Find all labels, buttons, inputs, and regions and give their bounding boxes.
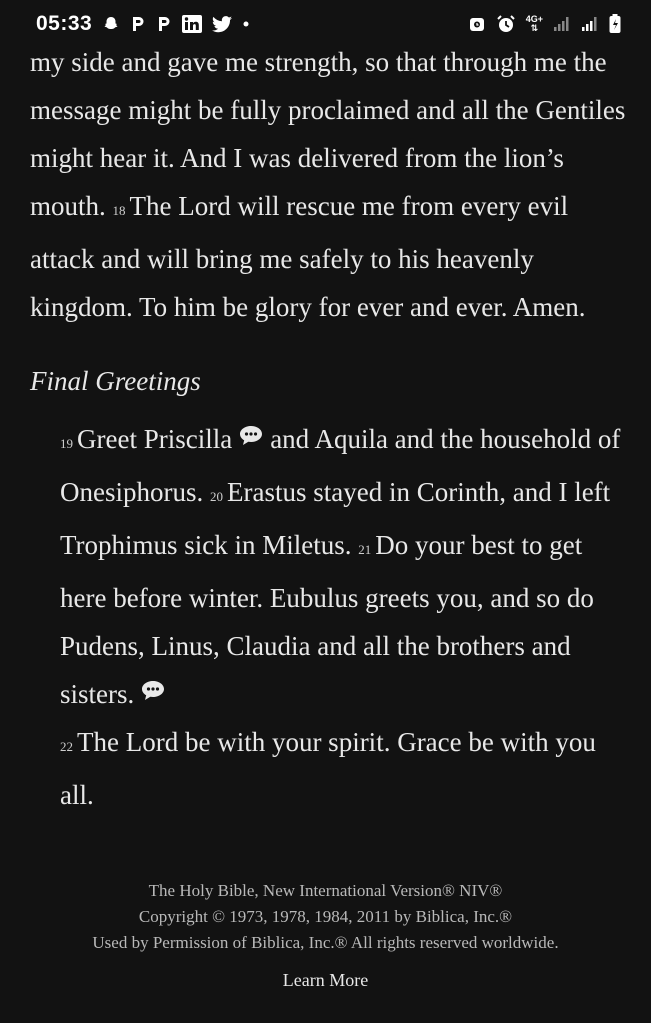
paragraph xyxy=(30,415,630,718)
snapchat-icon xyxy=(102,15,120,33)
verse-text[interactable]: The Lord will rescue me from every evil attack and will bring me safely to his heavenly kingdom. To him be glory for ever and ever. Amen. xyxy=(30,191,586,322)
battery-icon xyxy=(609,14,621,34)
status-time: 05:33 xyxy=(36,12,93,35)
network-type-label: 4G+ xyxy=(525,14,543,24)
4g-icon: 4G+ ⇅ xyxy=(525,14,543,33)
status-left xyxy=(36,12,250,36)
verse-text[interactable]: and Aquila and the household of Onesiphorus. xyxy=(60,424,621,507)
pinterest-icon xyxy=(156,15,172,33)
verse-number: 21 xyxy=(358,542,372,557)
verse-number: 20 xyxy=(210,489,223,504)
verse-number: 19 xyxy=(60,436,73,451)
section-heading: Final Greetings xyxy=(30,366,201,396)
footnote-icon[interactable] xyxy=(238,415,264,463)
paragraph xyxy=(30,718,630,819)
signal-icon xyxy=(581,16,599,32)
alarm-icon xyxy=(468,15,486,33)
verse-text[interactable]: my side and gave me strength, so that through me the message might be fully proclaimed and all the Gentiles might hear it. And I was delivered from the lion’s mouth. xyxy=(30,47,626,221)
learn-more-link[interactable]: Learn More xyxy=(282,970,369,990)
clock-icon xyxy=(496,15,516,33)
verse-text[interactable]: The Lord be with your spirit. Grace be with you all. xyxy=(60,727,596,810)
copyright-line: Copyright © 1973, 1978, 1984, 2011 by Biblica, Inc.® xyxy=(138,907,513,926)
copyright-line: Used by Permission of Biblica, Inc.® All rights reserved worldwide. xyxy=(92,933,559,952)
twitter-icon xyxy=(212,16,232,33)
verse-text[interactable]: Do your best to get here before winter. Eubulus greets you, and so do Pudens, Linus, Claudia and all the brothers and sisters. xyxy=(60,530,594,709)
status-right xyxy=(468,14,621,34)
verse-text[interactable]: Erastus stayed in Corinth, and I left Trophimus sick in Miletus. xyxy=(60,477,611,560)
verse-text[interactable]: Greet Priscilla xyxy=(77,424,233,454)
signal-icon xyxy=(553,16,571,32)
verse-number: 22 xyxy=(60,739,73,754)
copyright-line: The Holy Bible, New International Version® NIV® xyxy=(148,881,503,900)
dot-icon xyxy=(242,20,250,28)
linkedin-icon xyxy=(182,15,202,33)
passage-reader xyxy=(30,38,630,819)
footnote-icon[interactable] xyxy=(140,670,166,718)
pinterest-icon xyxy=(130,15,146,33)
copyright-footer xyxy=(0,878,651,956)
verse-number: 18 xyxy=(112,203,126,218)
paragraph xyxy=(30,38,630,331)
